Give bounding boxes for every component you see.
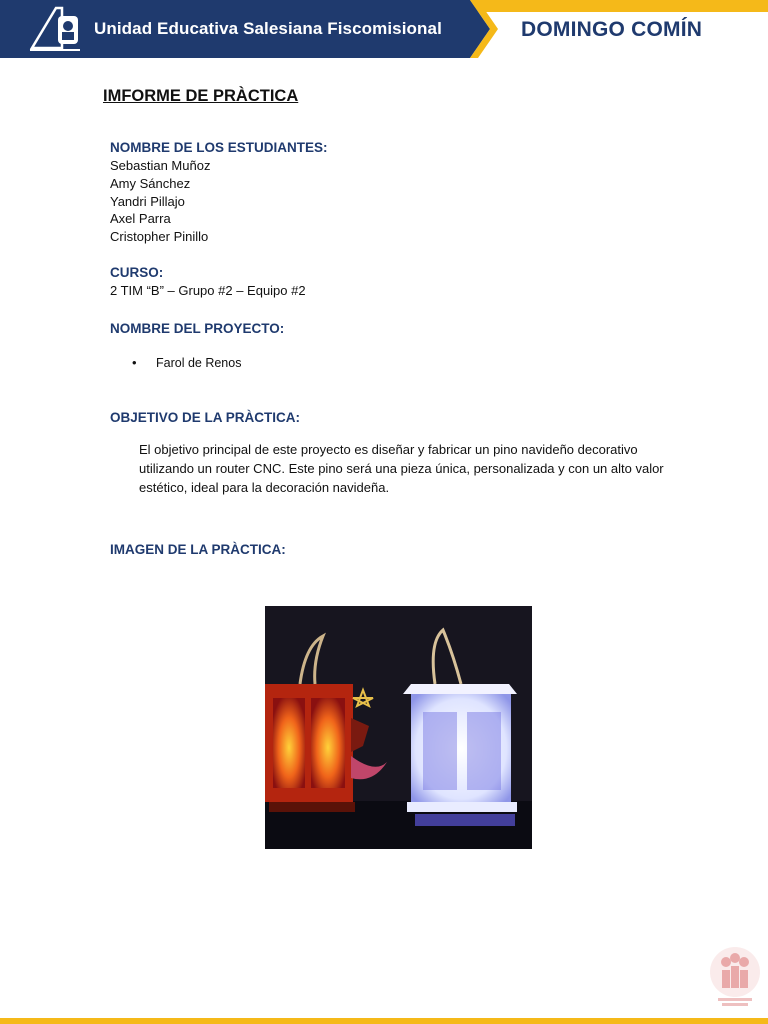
brand-name: DOMINGO COMÍN bbox=[521, 18, 703, 41]
document-title: IMFORME DE PRÀCTICA bbox=[103, 87, 299, 105]
institution-name: Unidad Educativa Salesiana Fiscomisional bbox=[94, 19, 442, 38]
course-heading: CURSO: bbox=[110, 265, 164, 280]
image-heading: IMAGEN DE LA PRÀCTICA: bbox=[110, 542, 286, 557]
course-value: 2 TIM “B” – Grupo #2 – Equipo #2 bbox=[110, 283, 306, 298]
student-name: Sebastian Muñoz bbox=[110, 158, 211, 173]
school-logo-icon bbox=[28, 6, 82, 57]
project-heading: NOMBRE DEL PROYECTO: bbox=[110, 321, 285, 336]
students-heading: NOMBRE DE LOS ESTUDIANTES: bbox=[110, 140, 328, 155]
student-name: Axel Parra bbox=[110, 211, 171, 226]
salesian-watermark-icon bbox=[708, 946, 762, 1013]
student-name: Yandri Pillajo bbox=[110, 194, 185, 209]
objective-heading: OBJETIVO DE LA PRÀCTICA: bbox=[110, 410, 301, 425]
lantern-photo bbox=[265, 606, 532, 849]
student-name: Amy Sánchez bbox=[110, 176, 191, 191]
student-name: Cristopher Pinillo bbox=[110, 229, 209, 244]
footer-bar bbox=[0, 1018, 768, 1024]
project-name: Farol de Renos bbox=[156, 356, 242, 370]
objective-text: El objetivo principal de este proyecto es diseñar y fabricar un pino navideño decorativo utilizando un router CNC. Este pino será una pieza única, personalizada y con un alto valor estético, ideal para la decoración navideña. bbox=[139, 442, 664, 495]
bullet-icon: • bbox=[132, 355, 137, 370]
